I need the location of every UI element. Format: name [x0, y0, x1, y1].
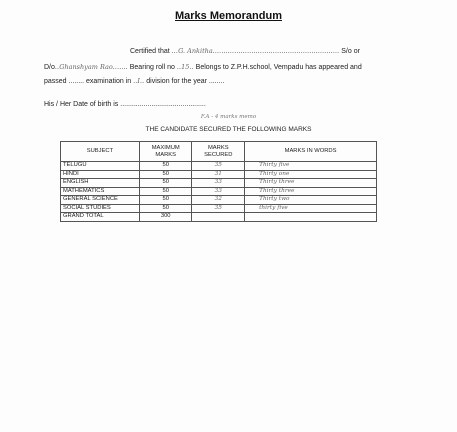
grand-total-max: 300	[139, 213, 192, 222]
secured-cell: 32	[192, 196, 245, 205]
table-row	[61, 162, 377, 171]
subject-cell: HINDI	[61, 170, 140, 179]
grand-total-words	[245, 213, 377, 222]
table-row	[61, 196, 377, 205]
table-header-row	[61, 142, 377, 162]
handwritten-note: F.A - 4 marks memo	[200, 114, 257, 120]
max-marks-cell: 50	[139, 162, 192, 171]
words-cell: Thirty five	[245, 162, 377, 171]
table-row	[61, 204, 377, 213]
grand-total-label: GRAND TOTAL	[61, 213, 140, 222]
marks-caption: THE CANDIDATE SECURED THE FOLLOWING MARKS	[145, 126, 312, 133]
grand-total-row	[61, 213, 377, 222]
passed-line: passed ........ examination in ..I.. division for the year ........	[44, 77, 225, 85]
certified-line: Certified that ...G. Ankitha........................................................... S/o or	[130, 47, 360, 55]
table-row	[61, 170, 377, 179]
do-label: D/o	[44, 64, 55, 71]
dob-line: His / Her Date of birth is ............................................	[44, 101, 206, 108]
subject-cell: GENERAL SCIENCE	[61, 196, 140, 205]
subject-cell: MATHEMATICS	[61, 187, 140, 196]
secured-cell: 35	[192, 204, 245, 213]
words-cell: Thirty three	[245, 187, 377, 196]
header-max-marks: MAXIMUM MARKS	[139, 142, 192, 162]
marks-table	[60, 141, 377, 222]
header-marks-in-words: MARKS IN WORDS	[245, 142, 377, 162]
header-subject: SUBJECT	[61, 142, 140, 162]
parent-name: Ghanshyam Rao	[59, 63, 113, 71]
words-cell: Thirty three	[245, 179, 377, 188]
words-cell: Thirty two	[245, 196, 377, 205]
subject-cell: ENGLISH	[61, 179, 140, 188]
secured-cell: 35	[192, 162, 245, 171]
table-row	[61, 187, 377, 196]
school-text: Belongs to Z.P.H.school, Vempadu has appeared and	[195, 64, 362, 71]
header-marks-secured: MARKS SECURED	[192, 142, 245, 162]
table-row	[61, 179, 377, 188]
division-value: I	[137, 77, 140, 85]
so-or-label: S/o or	[341, 48, 360, 55]
student-name: G. Ankitha	[178, 47, 213, 55]
secured-cell: 33	[192, 187, 245, 196]
words-cell: Thirty one	[245, 170, 377, 179]
max-marks-cell: 50	[139, 170, 192, 179]
bearing-roll-label: Bearing roll no	[129, 64, 175, 71]
passed-label: passed ........ examination in	[44, 78, 132, 85]
subject-cell: SOCIAL STUDIES	[61, 204, 140, 213]
secured-cell: 33	[192, 179, 245, 188]
max-marks-cell: 50	[139, 196, 192, 205]
roll-number: 15	[181, 63, 190, 71]
max-marks-cell: 50	[139, 179, 192, 188]
grand-total-secured	[192, 213, 245, 222]
secured-cell: 31	[192, 170, 245, 179]
words-cell: thirty five	[245, 204, 377, 213]
max-marks-cell: 50	[139, 187, 192, 196]
division-tail: division for the year ........	[146, 78, 225, 85]
max-marks-cell: 50	[139, 204, 192, 213]
certified-label: Certified that	[130, 48, 170, 55]
parent-line: D/o..Ghanshyam Rao....... Bearing roll no ..15.. Belongs to Z.P.H.school, Vempadu has appeared and	[44, 63, 362, 71]
subject-cell: TELUGU	[61, 162, 140, 171]
page-title: Marks Memorandum	[175, 10, 282, 22]
